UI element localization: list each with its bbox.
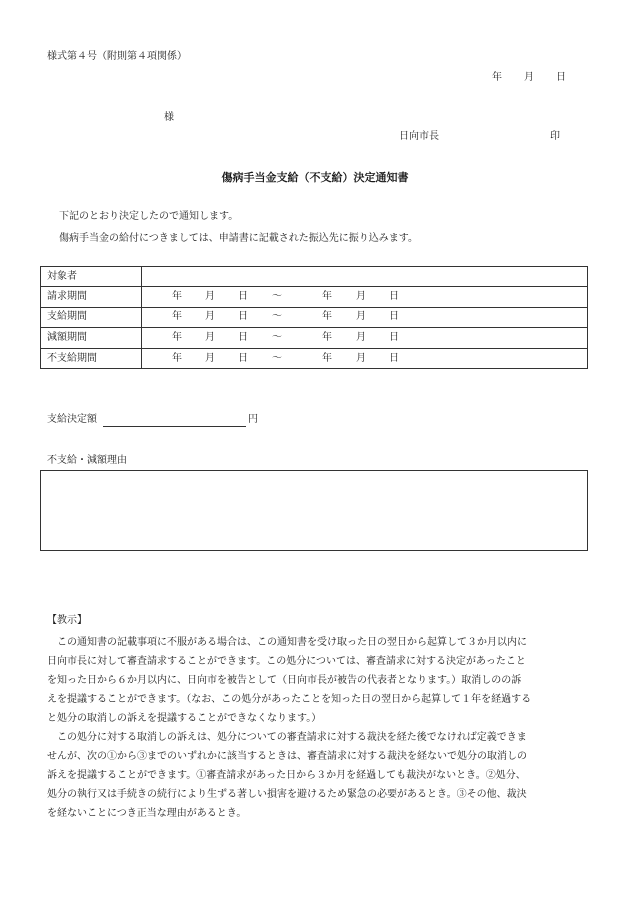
table-row — [41, 349, 587, 369]
period-start-day: 日 — [238, 311, 248, 323]
period-end-month: 月 — [356, 291, 366, 303]
period-start-month: 月 — [205, 352, 215, 364]
instruction-line: せんが、次の①から③までのいずれかに該当するときは、審査請求に対する裁決を経ないで処分の取消しの — [47, 751, 527, 762]
row-label: 請求期間 — [41, 287, 142, 306]
amount-input-line — [103, 426, 246, 427]
period-start-month: 月 — [205, 291, 215, 303]
period-end-day: 日 — [389, 311, 399, 323]
period-end-year: 年 — [322, 291, 332, 303]
row-label: 減額期間 — [41, 328, 142, 347]
instruction-line: えを提議することができます。（なお、この処分があったことを知った日の翌日から起算して１年を経過する — [47, 694, 532, 705]
period-start-day: 日 — [238, 291, 248, 303]
period-start-year: 年 — [172, 311, 182, 323]
instruction-line: 訴えを提議することができます。①審査請求があった日から３か月を経過しても裁決がないとき。②処分、 — [47, 770, 526, 781]
row-value-cell — [142, 328, 587, 347]
addressee-suffix: 様 — [164, 112, 174, 123]
period-start-year: 年 — [172, 352, 182, 364]
period-end-day: 日 — [389, 352, 399, 364]
table-row — [41, 287, 587, 307]
row-label: 不支給期間 — [41, 349, 142, 369]
row-value-cell — [142, 308, 587, 327]
instruction-line: を知った日から６か月以内に、日向市を被告として（日向市長が被告の代表者となります。）取消しのの訴 — [47, 675, 522, 686]
date-line — [492, 73, 566, 83]
row-label: 支給期間 — [41, 308, 142, 327]
intro-line-1: 下記のとおり決定したので通知します。 — [59, 211, 239, 222]
period-start-day: 日 — [238, 331, 248, 343]
table-row — [41, 308, 587, 328]
period-separator: ～ — [272, 291, 282, 303]
period-separator: ～ — [272, 331, 282, 343]
row-value-cell — [142, 287, 587, 306]
period-start-month: 月 — [205, 311, 215, 323]
instruction-line: この通知書の記載事項に不服がある場合は、この通知書を受け取った日の翌日から起算して３か月以内に — [47, 637, 527, 648]
period-start-year: 年 — [172, 331, 182, 343]
table-row — [41, 328, 587, 348]
table-row — [41, 267, 587, 287]
amount-label: 支給決定額 — [47, 414, 97, 425]
period-table — [40, 266, 588, 369]
period-end-month: 月 — [356, 331, 366, 343]
period-separator: ～ — [272, 352, 282, 364]
instruction-body — [47, 633, 592, 823]
row-value-cell — [142, 349, 587, 369]
period-end-year: 年 — [322, 352, 332, 364]
period-end-month: 月 — [356, 352, 366, 364]
row-value-cell — [142, 267, 587, 286]
period-end-year: 年 — [322, 331, 332, 343]
period-start-year: 年 — [172, 291, 182, 303]
seal-mark: 印 — [550, 131, 560, 142]
reason-box — [40, 470, 588, 551]
date-year: 年 — [492, 72, 502, 83]
period-separator: ～ — [272, 311, 282, 323]
period-end-day: 日 — [389, 331, 399, 343]
instruction-line: この処分に対する取消しの訴えは、処分についての審査請求に対する裁決を経た後でなければ定義できま — [47, 732, 527, 743]
period-end-day: 日 — [389, 291, 399, 303]
period-start-month: 月 — [205, 331, 215, 343]
reason-label: 不支給・減額理由 — [47, 455, 127, 466]
intro-line-2: 傷病手当金の給付につきましては、申請書に記載された振込先に振り込みます。 — [59, 233, 418, 244]
instruction-line: 処分の執行又は手続きの続行により生ずる著しい損害を避けるため緊急の必要があるとき。③その他、裁決 — [47, 789, 527, 800]
period-end-year: 年 — [322, 311, 332, 323]
period-end-month: 月 — [356, 311, 366, 323]
date-month: 月 — [524, 72, 534, 83]
row-label: 対象者 — [41, 267, 142, 286]
instruction-heading: 【教示】 — [47, 615, 87, 626]
date-day: 日 — [556, 72, 566, 83]
instruction-line: 日向市長に対して審査請求することができます。この処分については、審査請求に対する決定があったこと — [47, 656, 526, 667]
document-title: 傷病手当金支給（不支給）決定通知書 — [221, 171, 409, 184]
issuer-name: 日向市長 — [399, 131, 439, 142]
instruction-line: と処分の取消しの訴えを提議することができなくなります。） — [47, 713, 322, 724]
amount-unit: 円 — [248, 414, 258, 425]
instruction-line: を経ないことにつき正当な理由があるとき。 — [47, 808, 247, 819]
period-start-day: 日 — [238, 352, 248, 364]
form-number: 様式第４号（附則第４項関係） — [47, 51, 187, 62]
